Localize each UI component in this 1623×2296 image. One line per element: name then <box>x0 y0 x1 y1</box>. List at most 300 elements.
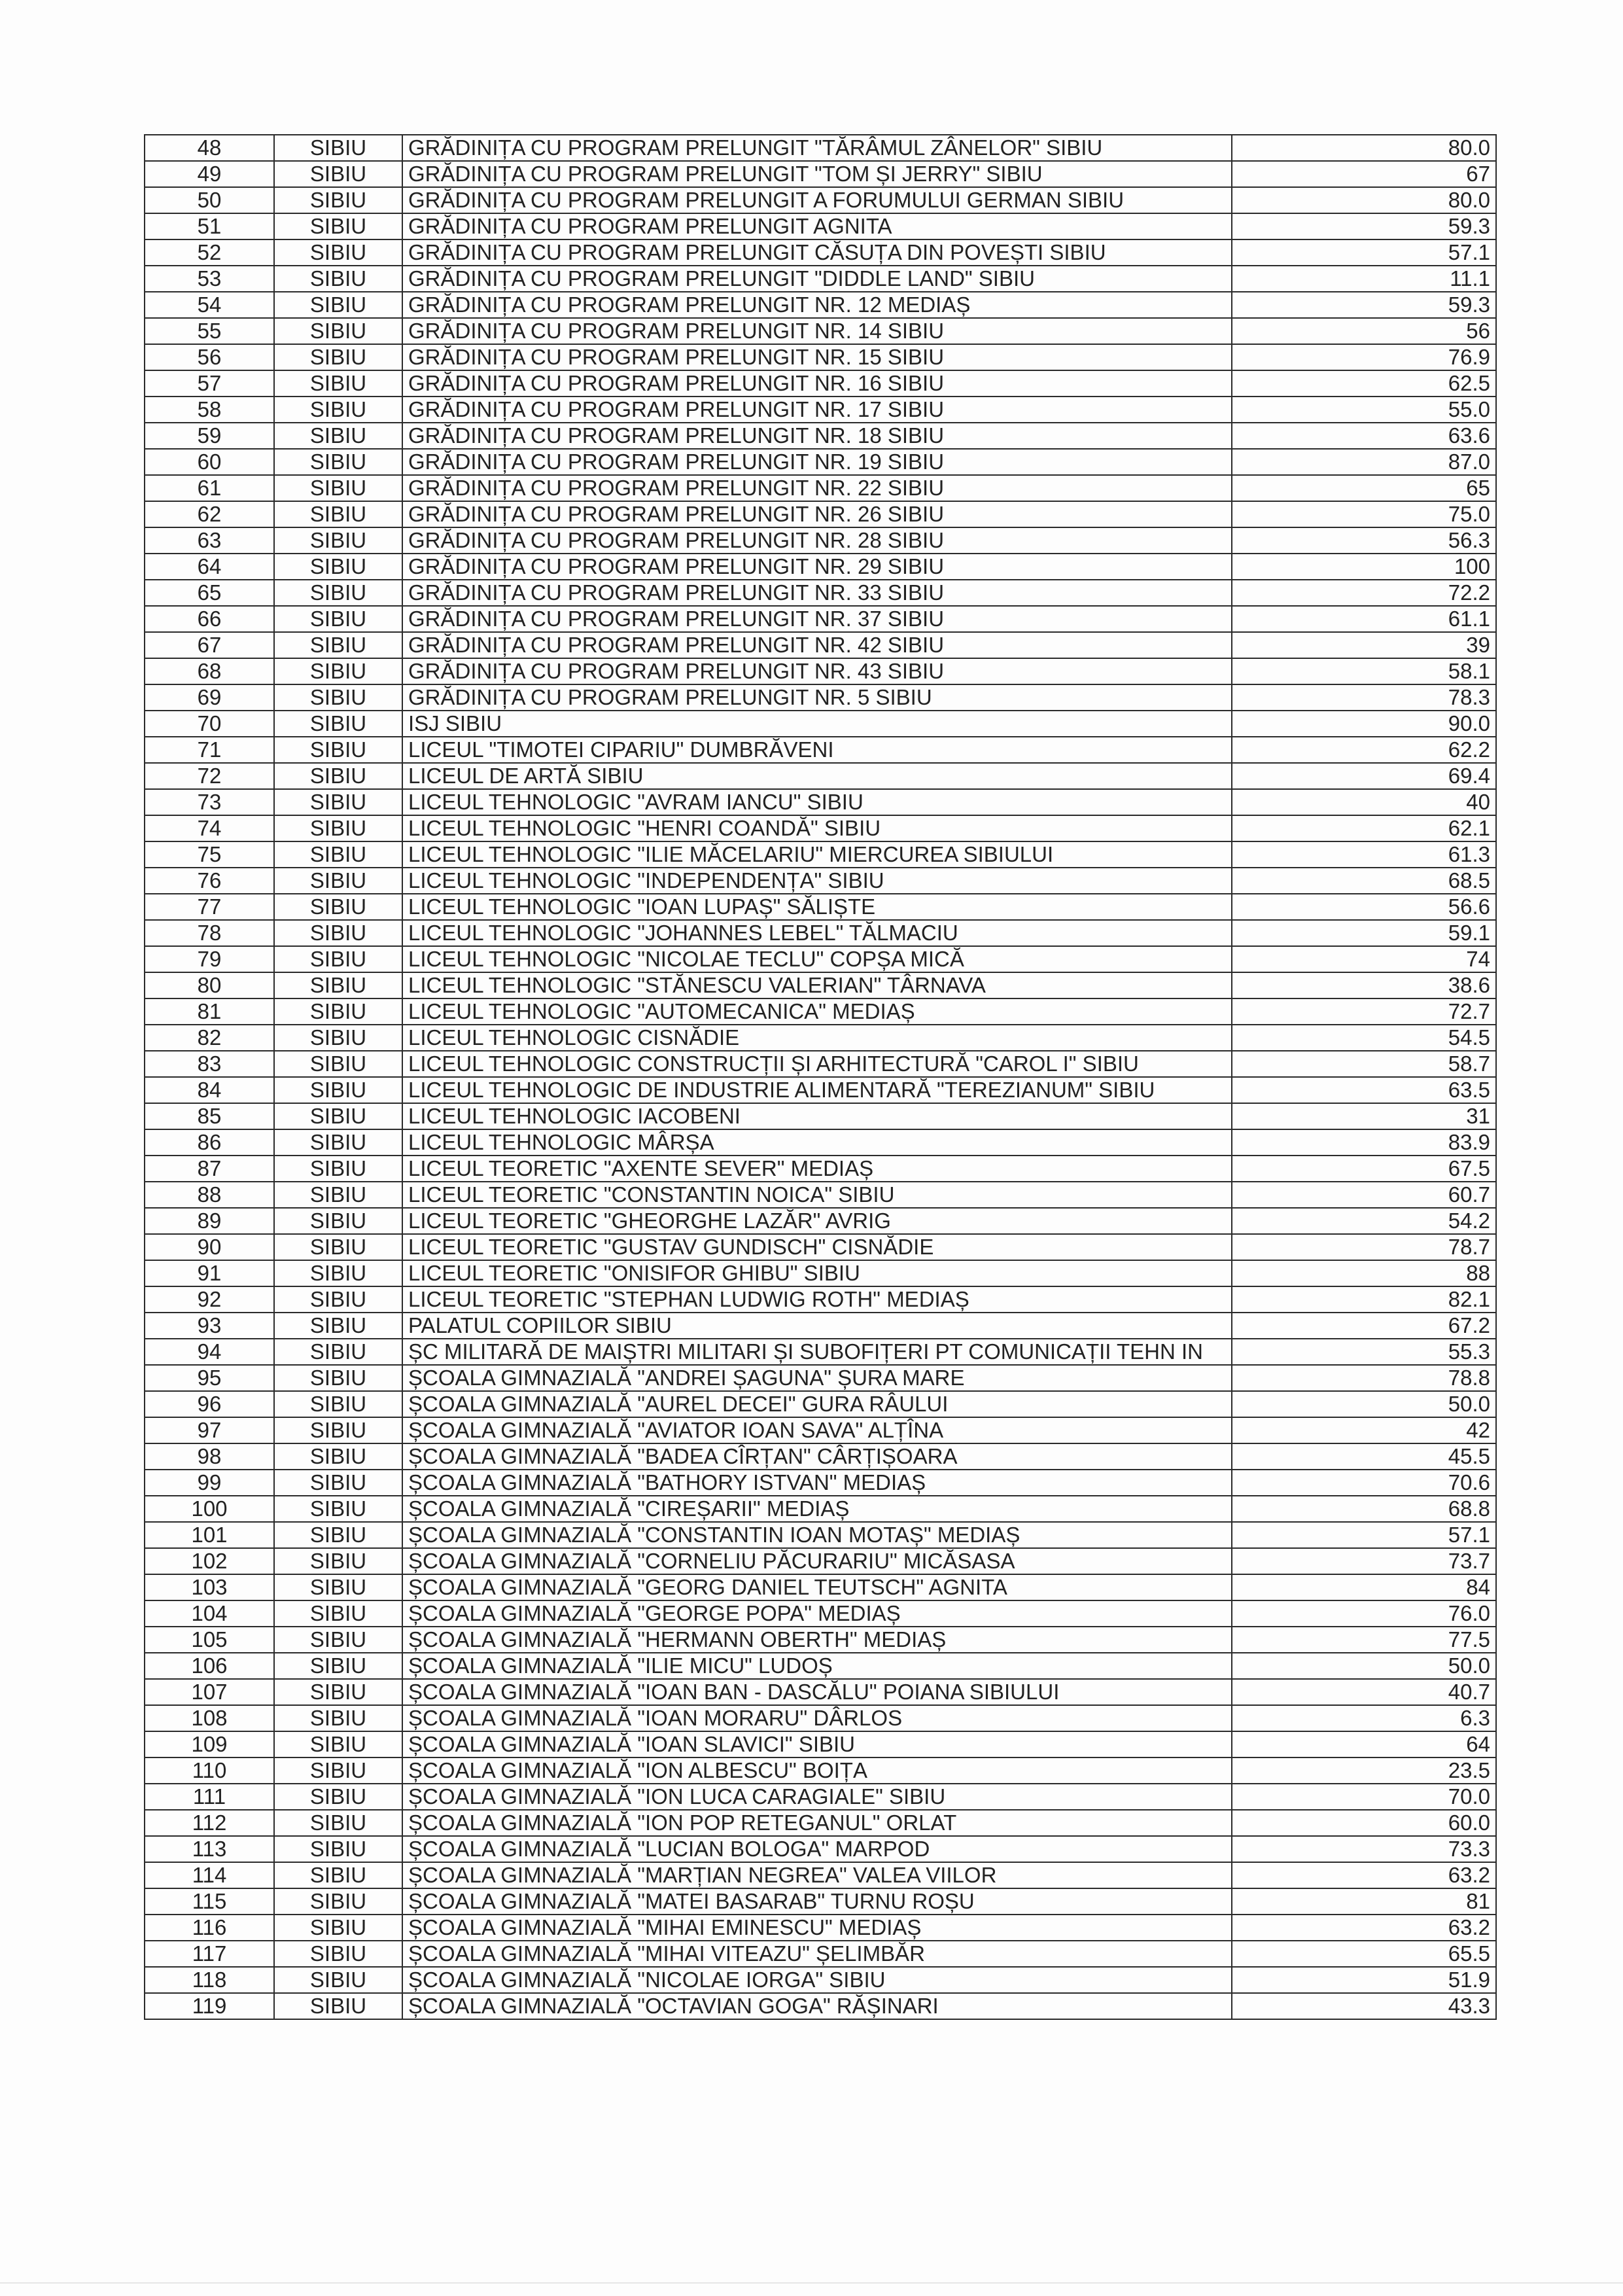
institution-name-cell: ȘCOALA GIMNAZIALĂ "IOAN MORARU" DÂRLOS <box>402 1705 1232 1731</box>
value-cell: 59.3 <box>1232 213 1496 239</box>
institution-name-cell: GRĂDINIȚA CU PROGRAM PRELUNGIT NR. 29 SIBIU <box>402 554 1232 580</box>
value-cell: 60.7 <box>1232 1182 1496 1208</box>
row-number-cell: 68 <box>145 658 274 684</box>
table-row <box>145 1260 1496 1286</box>
row-number-cell: 109 <box>145 1731 274 1757</box>
value-cell: 69.4 <box>1232 763 1496 789</box>
institution-name-cell: LICEUL DE ARTĂ SIBIU <box>402 763 1232 789</box>
row-number-cell: 61 <box>145 475 274 501</box>
institution-name-cell: LICEUL TEHNOLOGIC "HENRI COANDĂ" SIBIU <box>402 815 1232 841</box>
county-cell: SIBIU <box>274 1915 402 1941</box>
row-number-cell: 73 <box>145 789 274 815</box>
value-cell: 80.0 <box>1232 187 1496 213</box>
county-cell: SIBIU <box>274 527 402 554</box>
institution-name-cell: GRĂDINIȚA CU PROGRAM PRELUNGIT NR. 12 MEDIAȘ <box>402 292 1232 318</box>
value-cell: 65 <box>1232 475 1496 501</box>
county-cell: SIBIU <box>274 841 402 868</box>
institution-name-cell: ȘC MILITARĂ DE MAIȘTRI MILITARI ȘI SUBOFIȚERI PT COMUNICAȚII TEHN IN <box>402 1339 1232 1365</box>
institution-name-cell: ȘCOALA GIMNAZIALĂ "HERMANN OBERTH" MEDIAȘ <box>402 1627 1232 1653</box>
institution-name-cell: ȘCOALA GIMNAZIALĂ "MARȚIAN NEGREA" VALEA VIILOR <box>402 1862 1232 1888</box>
county-cell: SIBIU <box>274 1103 402 1129</box>
institution-name-cell: ȘCOALA GIMNAZIALĂ "LUCIAN BOLOGA" MARPOD <box>402 1836 1232 1862</box>
county-cell: SIBIU <box>274 292 402 318</box>
table-row <box>145 1653 1496 1679</box>
institution-name-cell: GRĂDINIȚA CU PROGRAM PRELUNGIT "TĂRÂMUL ZÂNELOR" SIBIU <box>402 135 1232 161</box>
county-cell: SIBIU <box>274 868 402 894</box>
table-row <box>145 737 1496 763</box>
table-row <box>145 1103 1496 1129</box>
row-number-cell: 49 <box>145 161 274 187</box>
value-cell: 76.0 <box>1232 1600 1496 1627</box>
value-cell: 77.5 <box>1232 1627 1496 1653</box>
row-number-cell: 72 <box>145 763 274 789</box>
row-number-cell: 69 <box>145 684 274 711</box>
institution-name-cell: GRĂDINIȚA CU PROGRAM PRELUNGIT NR. 43 SIBIU <box>402 658 1232 684</box>
row-number-cell: 97 <box>145 1417 274 1443</box>
row-number-cell: 100 <box>145 1496 274 1522</box>
table-row <box>145 1496 1496 1522</box>
institution-name-cell: ȘCOALA GIMNAZIALĂ "BADEA CÎRȚAN" CÂRȚIȘOARA <box>402 1443 1232 1470</box>
value-cell: 74 <box>1232 946 1496 972</box>
institution-name-cell: GRĂDINIȚA CU PROGRAM PRELUNGIT NR. 16 SIBIU <box>402 370 1232 397</box>
table-row <box>145 1417 1496 1443</box>
institution-name-cell: ȘCOALA GIMNAZIALĂ "ION ALBESCU" BOIȚA <box>402 1757 1232 1784</box>
table-row <box>145 1156 1496 1182</box>
row-number-cell: 115 <box>145 1888 274 1915</box>
county-cell: SIBIU <box>274 998 402 1025</box>
row-number-cell: 111 <box>145 1784 274 1810</box>
table-row <box>145 1627 1496 1653</box>
county-cell: SIBIU <box>274 1627 402 1653</box>
institution-name-cell: GRĂDINIȚA CU PROGRAM PRELUNGIT NR. 42 SIBIU <box>402 632 1232 658</box>
row-number-cell: 55 <box>145 318 274 344</box>
institution-name-cell: ȘCOALA GIMNAZIALĂ "BATHORY ISTVAN" MEDIAȘ <box>402 1470 1232 1496</box>
institution-name-cell: ȘCOALA GIMNAZIALĂ "MIHAI EMINESCU" MEDIAȘ <box>402 1915 1232 1941</box>
county-cell: SIBIU <box>274 161 402 187</box>
institution-name-cell: ISJ SIBIU <box>402 711 1232 737</box>
institution-name-cell: GRĂDINIȚA CU PROGRAM PRELUNGIT NR. 26 SIBIU <box>402 501 1232 527</box>
institution-name-cell: ȘCOALA GIMNAZIALĂ "CIREȘARII" MEDIAȘ <box>402 1496 1232 1522</box>
county-cell: SIBIU <box>274 1862 402 1888</box>
row-number-cell: 83 <box>145 1051 274 1077</box>
institution-name-cell: GRĂDINIȚA CU PROGRAM PRELUNGIT CĂSUȚA DIN POVEȘTI SIBIU <box>402 239 1232 266</box>
county-cell: SIBIU <box>274 266 402 292</box>
table-row <box>145 684 1496 711</box>
county-cell: SIBIU <box>274 370 402 397</box>
value-cell: 83.9 <box>1232 1129 1496 1156</box>
value-cell: 43.3 <box>1232 1993 1496 2019</box>
value-cell: 65.5 <box>1232 1941 1496 1967</box>
institution-name-cell: LICEUL TEORETIC "STEPHAN LUDWIG ROTH" MEDIAȘ <box>402 1286 1232 1313</box>
institution-name-cell: LICEUL TEHNOLOGIC MÂRȘA <box>402 1129 1232 1156</box>
county-cell: SIBIU <box>274 1731 402 1757</box>
county-cell: SIBIU <box>274 1051 402 1077</box>
value-cell: 63.2 <box>1232 1862 1496 1888</box>
institution-name-cell: GRĂDINIȚA CU PROGRAM PRELUNGIT NR. 28 SIBIU <box>402 527 1232 554</box>
table-row <box>145 554 1496 580</box>
table-row <box>145 1286 1496 1313</box>
institution-name-cell: ȘCOALA GIMNAZIALĂ "AVIATOR IOAN SAVA" ALȚÎNA <box>402 1417 1232 1443</box>
row-number-cell: 86 <box>145 1129 274 1156</box>
table-row <box>145 763 1496 789</box>
row-number-cell: 50 <box>145 187 274 213</box>
row-number-cell: 106 <box>145 1653 274 1679</box>
row-number-cell: 67 <box>145 632 274 658</box>
table-row <box>145 1051 1496 1077</box>
table-row <box>145 1339 1496 1365</box>
value-cell: 58.1 <box>1232 658 1496 684</box>
county-cell: SIBIU <box>274 344 402 370</box>
county-cell: SIBIU <box>274 239 402 266</box>
row-number-cell: 119 <box>145 1993 274 2019</box>
county-cell: SIBIU <box>274 475 402 501</box>
value-cell: 63.6 <box>1232 423 1496 449</box>
value-cell: 31 <box>1232 1103 1496 1129</box>
table-row <box>145 135 1496 161</box>
value-cell: 55.3 <box>1232 1339 1496 1365</box>
table-body <box>145 135 1496 2019</box>
value-cell: 51.9 <box>1232 1967 1496 1993</box>
county-cell: SIBIU <box>274 684 402 711</box>
county-cell: SIBIU <box>274 1836 402 1862</box>
table-row <box>145 1574 1496 1600</box>
table-row <box>145 501 1496 527</box>
value-cell: 62.5 <box>1232 370 1496 397</box>
value-cell: 63.2 <box>1232 1915 1496 1941</box>
institution-name-cell: LICEUL TEHNOLOGIC "ILIE MĂCELARIU" MIERCUREA SIBIULUI <box>402 841 1232 868</box>
table-row <box>145 998 1496 1025</box>
table-row <box>145 1522 1496 1548</box>
table-row <box>145 1182 1496 1208</box>
table-row <box>145 868 1496 894</box>
county-cell: SIBIU <box>274 1600 402 1627</box>
value-cell: 78.7 <box>1232 1234 1496 1260</box>
value-cell: 50.0 <box>1232 1391 1496 1417</box>
county-cell: SIBIU <box>274 763 402 789</box>
county-cell: SIBIU <box>274 1993 402 2019</box>
value-cell: 73.3 <box>1232 1836 1496 1862</box>
institution-name-cell: ȘCOALA GIMNAZIALĂ "ION POP RETEGANUL" ORLAT <box>402 1810 1232 1836</box>
institution-name-cell: ȘCOALA GIMNAZIALĂ "MATEI BASARAB" TURNU ROȘU <box>402 1888 1232 1915</box>
table-row <box>145 239 1496 266</box>
row-number-cell: 93 <box>145 1313 274 1339</box>
county-cell: SIBIU <box>274 1025 402 1051</box>
table-row <box>145 789 1496 815</box>
institution-name-cell: LICEUL "TIMOTEI CIPARIU" DUMBRĂVENI <box>402 737 1232 763</box>
row-number-cell: 102 <box>145 1548 274 1574</box>
row-number-cell: 92 <box>145 1286 274 1313</box>
institution-name-cell: ȘCOALA GIMNAZIALĂ "ILIE MICU" LUDOȘ <box>402 1653 1232 1679</box>
institution-name-cell: ȘCOALA GIMNAZIALĂ "IOAN BAN - DASCĂLU" POIANA SIBIULUI <box>402 1679 1232 1705</box>
table-row <box>145 397 1496 423</box>
county-cell: SIBIU <box>274 1522 402 1548</box>
value-cell: 70.0 <box>1232 1784 1496 1810</box>
row-number-cell: 52 <box>145 239 274 266</box>
institution-name-cell: LICEUL TEORETIC "AXENTE SEVER" MEDIAȘ <box>402 1156 1232 1182</box>
table-row <box>145 1470 1496 1496</box>
table-row <box>145 632 1496 658</box>
value-cell: 40 <box>1232 789 1496 815</box>
institution-name-cell: LICEUL TEHNOLOGIC DE INDUSTRIE ALIMENTARĂ "TEREZIANUM" SIBIU <box>402 1077 1232 1103</box>
value-cell: 100 <box>1232 554 1496 580</box>
table-row <box>145 1600 1496 1627</box>
row-number-cell: 75 <box>145 841 274 868</box>
table-row <box>145 815 1496 841</box>
value-cell: 75.0 <box>1232 501 1496 527</box>
row-number-cell: 60 <box>145 449 274 475</box>
table-row <box>145 370 1496 397</box>
value-cell: 78.3 <box>1232 684 1496 711</box>
table-row <box>145 1757 1496 1784</box>
county-cell: SIBIU <box>274 1234 402 1260</box>
county-cell: SIBIU <box>274 711 402 737</box>
value-cell: 56.6 <box>1232 894 1496 920</box>
county-cell: SIBIU <box>274 187 402 213</box>
county-cell: SIBIU <box>274 1757 402 1784</box>
institution-name-cell: GRĂDINIȚA CU PROGRAM PRELUNGIT NR. 18 SIBIU <box>402 423 1232 449</box>
institution-name-cell: LICEUL TEHNOLOGIC "AUTOMECANICA" MEDIAȘ <box>402 998 1232 1025</box>
row-number-cell: 90 <box>145 1234 274 1260</box>
county-cell: SIBIU <box>274 1967 402 1993</box>
county-cell: SIBIU <box>274 318 402 344</box>
row-number-cell: 118 <box>145 1967 274 1993</box>
value-cell: 11.1 <box>1232 266 1496 292</box>
value-cell: 55.0 <box>1232 397 1496 423</box>
row-number-cell: 59 <box>145 423 274 449</box>
county-cell: SIBIU <box>274 658 402 684</box>
institution-name-cell: GRĂDINIȚA CU PROGRAM PRELUNGIT A FORUMULUI GERMAN SIBIU <box>402 187 1232 213</box>
table-row <box>145 1888 1496 1915</box>
table-row <box>145 344 1496 370</box>
institution-name-cell: GRĂDINIȚA CU PROGRAM PRELUNGIT NR. 19 SIBIU <box>402 449 1232 475</box>
table-row <box>145 1731 1496 1757</box>
row-number-cell: 116 <box>145 1915 274 1941</box>
row-number-cell: 107 <box>145 1679 274 1705</box>
row-number-cell: 51 <box>145 213 274 239</box>
row-number-cell: 88 <box>145 1182 274 1208</box>
county-cell: SIBIU <box>274 1941 402 1967</box>
county-cell: SIBIU <box>274 632 402 658</box>
value-cell: 39 <box>1232 632 1496 658</box>
value-cell: 54.2 <box>1232 1208 1496 1234</box>
county-cell: SIBIU <box>274 737 402 763</box>
table-row <box>145 606 1496 632</box>
county-cell: SIBIU <box>274 1443 402 1470</box>
institution-name-cell: ȘCOALA GIMNAZIALĂ "ION LUCA CARAGIALE" SIBIU <box>402 1784 1232 1810</box>
county-cell: SIBIU <box>274 1260 402 1286</box>
county-cell: SIBIU <box>274 1574 402 1600</box>
institution-name-cell: ȘCOALA GIMNAZIALĂ "CORNELIU PĂCURARIU" MICĂSASA <box>402 1548 1232 1574</box>
value-cell: 84 <box>1232 1574 1496 1600</box>
row-number-cell: 64 <box>145 554 274 580</box>
value-cell: 38.6 <box>1232 972 1496 998</box>
institution-name-cell: GRĂDINIȚA CU PROGRAM PRELUNGIT NR. 37 SIBIU <box>402 606 1232 632</box>
row-number-cell: 70 <box>145 711 274 737</box>
value-cell: 67 <box>1232 161 1496 187</box>
value-cell: 68.8 <box>1232 1496 1496 1522</box>
table-row <box>145 711 1496 737</box>
row-number-cell: 98 <box>145 1443 274 1470</box>
table-row <box>145 841 1496 868</box>
value-cell: 73.7 <box>1232 1548 1496 1574</box>
table-row <box>145 292 1496 318</box>
value-cell: 57.1 <box>1232 239 1496 266</box>
row-number-cell: 62 <box>145 501 274 527</box>
county-cell: SIBIU <box>274 1470 402 1496</box>
institution-name-cell: ȘCOALA GIMNAZIALĂ "NICOLAE IORGA" SIBIU <box>402 1967 1232 1993</box>
row-number-cell: 48 <box>145 135 274 161</box>
value-cell: 42 <box>1232 1417 1496 1443</box>
row-number-cell: 74 <box>145 815 274 841</box>
county-cell: SIBIU <box>274 423 402 449</box>
table-row <box>145 1836 1496 1862</box>
value-cell: 81 <box>1232 1888 1496 1915</box>
row-number-cell: 76 <box>145 868 274 894</box>
row-number-cell: 104 <box>145 1600 274 1627</box>
row-number-cell: 77 <box>145 894 274 920</box>
value-cell: 56.3 <box>1232 527 1496 554</box>
row-number-cell: 63 <box>145 527 274 554</box>
table-row <box>145 1810 1496 1836</box>
table-row <box>145 1915 1496 1941</box>
value-cell: 68.5 <box>1232 868 1496 894</box>
county-cell: SIBIU <box>274 1417 402 1443</box>
institution-name-cell: LICEUL TEHNOLOGIC "INDEPENDENȚA" SIBIU <box>402 868 1232 894</box>
county-cell: SIBIU <box>274 946 402 972</box>
value-cell: 56 <box>1232 318 1496 344</box>
table-row <box>145 920 1496 946</box>
value-cell: 82.1 <box>1232 1286 1496 1313</box>
institution-name-cell: LICEUL TEORETIC "CONSTANTIN NOICA" SIBIU <box>402 1182 1232 1208</box>
county-cell: SIBIU <box>274 1156 402 1182</box>
row-number-cell: 96 <box>145 1391 274 1417</box>
value-cell: 59.1 <box>1232 920 1496 946</box>
value-cell: 50.0 <box>1232 1653 1496 1679</box>
table-row <box>145 449 1496 475</box>
institution-name-cell: GRĂDINIȚA CU PROGRAM PRELUNGIT "TOM ȘI JERRY" SIBIU <box>402 161 1232 187</box>
value-cell: 59.3 <box>1232 292 1496 318</box>
county-cell: SIBIU <box>274 554 402 580</box>
county-cell: SIBIU <box>274 920 402 946</box>
row-number-cell: 66 <box>145 606 274 632</box>
county-cell: SIBIU <box>274 1208 402 1234</box>
row-number-cell: 91 <box>145 1260 274 1286</box>
row-number-cell: 80 <box>145 972 274 998</box>
county-cell: SIBIU <box>274 1810 402 1836</box>
institution-name-cell: ȘCOALA GIMNAZIALĂ "IOAN SLAVICI" SIBIU <box>402 1731 1232 1757</box>
institution-name-cell: ȘCOALA GIMNAZIALĂ "ANDREI ȘAGUNA" ȘURA MARE <box>402 1365 1232 1391</box>
county-cell: SIBIU <box>274 501 402 527</box>
institution-name-cell: LICEUL TEHNOLOGIC "IOAN LUPAȘ" SĂLIȘTE <box>402 894 1232 920</box>
value-cell: 62.2 <box>1232 737 1496 763</box>
table-row <box>145 187 1496 213</box>
county-cell: SIBIU <box>274 1286 402 1313</box>
row-number-cell: 81 <box>145 998 274 1025</box>
county-cell: SIBIU <box>274 397 402 423</box>
value-cell: 40.7 <box>1232 1679 1496 1705</box>
value-cell: 76.9 <box>1232 344 1496 370</box>
value-cell: 62.1 <box>1232 815 1496 841</box>
row-number-cell: 57 <box>145 370 274 397</box>
value-cell: 64 <box>1232 1731 1496 1757</box>
table-row <box>145 423 1496 449</box>
row-number-cell: 56 <box>145 344 274 370</box>
row-number-cell: 99 <box>145 1470 274 1496</box>
table-row <box>145 580 1496 606</box>
county-cell: SIBIU <box>274 580 402 606</box>
institution-name-cell: ȘCOALA GIMNAZIALĂ "GEORGE POPA" MEDIAȘ <box>402 1600 1232 1627</box>
row-number-cell: 103 <box>145 1574 274 1600</box>
institution-name-cell: ȘCOALA GIMNAZIALĂ "MIHAI VITEAZU" ȘELIMBĂR <box>402 1941 1232 1967</box>
table-row <box>145 1208 1496 1234</box>
county-cell: SIBIU <box>274 1129 402 1156</box>
row-number-cell: 95 <box>145 1365 274 1391</box>
row-number-cell: 65 <box>145 580 274 606</box>
institution-name-cell: LICEUL TEORETIC "GUSTAV GUNDISCH" CISNĂDIE <box>402 1234 1232 1260</box>
table-row <box>145 266 1496 292</box>
row-number-cell: 114 <box>145 1862 274 1888</box>
county-cell: SIBIU <box>274 449 402 475</box>
county-cell: SIBIU <box>274 789 402 815</box>
value-cell: 58.7 <box>1232 1051 1496 1077</box>
county-cell: SIBIU <box>274 1339 402 1365</box>
county-cell: SIBIU <box>274 213 402 239</box>
institution-name-cell: LICEUL TEORETIC "ONISIFOR GHIBU" SIBIU <box>402 1260 1232 1286</box>
table-row <box>145 1967 1496 1993</box>
row-number-cell: 112 <box>145 1810 274 1836</box>
table-row <box>145 658 1496 684</box>
institution-name-cell: LICEUL TEHNOLOGIC "STĂNESCU VALERIAN" TÂRNAVA <box>402 972 1232 998</box>
row-number-cell: 94 <box>145 1339 274 1365</box>
institution-name-cell: GRĂDINIȚA CU PROGRAM PRELUNGIT AGNITA <box>402 213 1232 239</box>
row-number-cell: 89 <box>145 1208 274 1234</box>
table-row <box>145 1391 1496 1417</box>
row-number-cell: 79 <box>145 946 274 972</box>
institution-name-cell: ȘCOALA GIMNAZIALĂ "AUREL DECEI" GURA RÂULUI <box>402 1391 1232 1417</box>
value-cell: 88 <box>1232 1260 1496 1286</box>
institution-name-cell: GRĂDINIȚA CU PROGRAM PRELUNGIT NR. 17 SIBIU <box>402 397 1232 423</box>
county-cell: SIBIU <box>274 1705 402 1731</box>
county-cell: SIBIU <box>274 1365 402 1391</box>
table-row <box>145 946 1496 972</box>
row-number-cell: 101 <box>145 1522 274 1548</box>
institution-name-cell: GRĂDINIȚA CU PROGRAM PRELUNGIT NR. 33 SIBIU <box>402 580 1232 606</box>
county-cell: SIBIU <box>274 1653 402 1679</box>
table-row <box>145 894 1496 920</box>
value-cell: 70.6 <box>1232 1470 1496 1496</box>
value-cell: 6.3 <box>1232 1705 1496 1731</box>
county-cell: SIBIU <box>274 606 402 632</box>
institution-name-cell: GRĂDINIȚA CU PROGRAM PRELUNGIT NR. 14 SIBIU <box>402 318 1232 344</box>
value-cell: 87.0 <box>1232 449 1496 475</box>
institution-name-cell: ȘCOALA GIMNAZIALĂ "GEORG DANIEL TEUTSCH" AGNITA <box>402 1574 1232 1600</box>
value-cell: 78.8 <box>1232 1365 1496 1391</box>
institution-name-cell: GRĂDINIȚA CU PROGRAM PRELUNGIT NR. 15 SIBIU <box>402 344 1232 370</box>
table-row <box>145 1077 1496 1103</box>
institution-name-cell: LICEUL TEORETIC "GHEORGHE LAZĂR" AVRIG <box>402 1208 1232 1234</box>
value-cell: 67.2 <box>1232 1313 1496 1339</box>
institution-name-cell: GRĂDINIȚA CU PROGRAM PRELUNGIT NR. 5 SIBIU <box>402 684 1232 711</box>
page-bottom-rule <box>0 2282 1623 2284</box>
county-cell: SIBIU <box>274 815 402 841</box>
institutions-table <box>144 134 1497 2020</box>
row-number-cell: 78 <box>145 920 274 946</box>
table-row <box>145 1993 1496 2019</box>
table-row <box>145 161 1496 187</box>
county-cell: SIBIU <box>274 1548 402 1574</box>
table-row <box>145 1941 1496 1967</box>
row-number-cell: 58 <box>145 397 274 423</box>
